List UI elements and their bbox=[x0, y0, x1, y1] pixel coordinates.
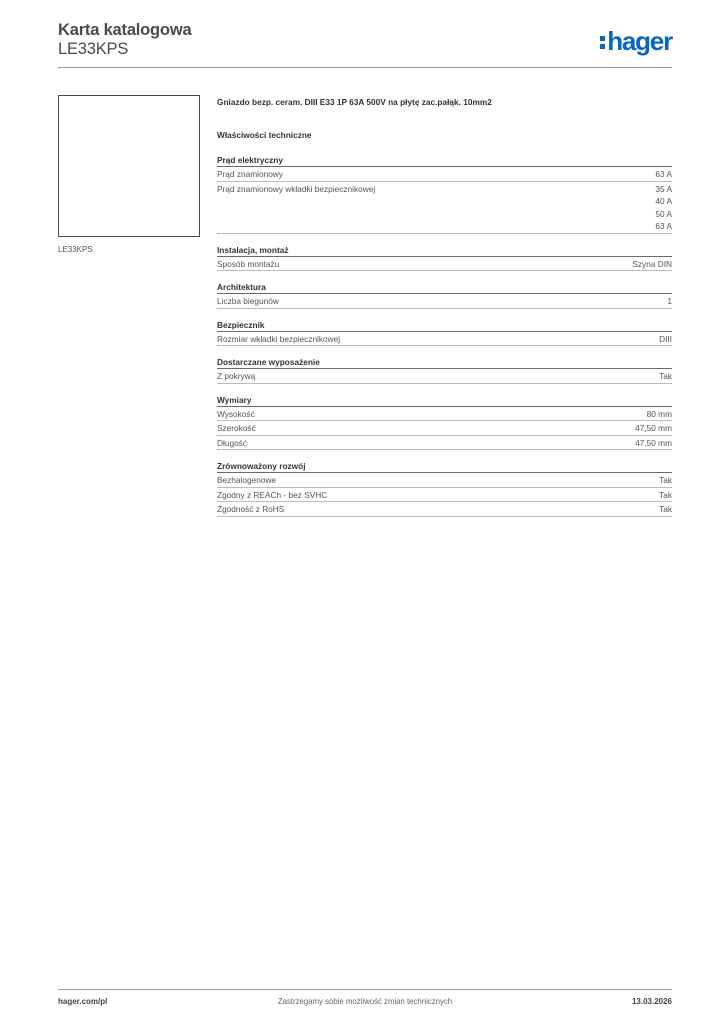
spec-value bbox=[659, 489, 672, 502]
footer-divider bbox=[58, 989, 672, 990]
spec-value bbox=[659, 333, 672, 346]
spec-label: Zgodny z REACh - bez SVHC bbox=[217, 489, 328, 500]
spec-label: Z pokrywą bbox=[217, 371, 256, 381]
section-title: Bezpiecznik bbox=[217, 319, 672, 332]
spec-row bbox=[217, 182, 672, 234]
spec-row bbox=[217, 257, 672, 272]
spec-value bbox=[667, 295, 672, 308]
spec-value-line: 80 mm bbox=[646, 408, 672, 419]
section-title: Zrównoważony rozwój bbox=[217, 460, 672, 473]
spec-row bbox=[217, 436, 672, 451]
logo-dots-icon bbox=[600, 36, 605, 49]
spec-value bbox=[632, 258, 672, 271]
spec-value-line: Szyna DIN bbox=[632, 258, 672, 269]
spec-section bbox=[217, 394, 672, 451]
header-divider bbox=[58, 67, 672, 68]
spec-value-line: 47,50 mm bbox=[635, 437, 672, 448]
spec-value bbox=[659, 503, 672, 516]
spec-value-line: 47,50 mm bbox=[635, 423, 672, 433]
spec-value-line: 40 A bbox=[655, 196, 672, 206]
spec-label: Zgodność z RoHS bbox=[217, 504, 285, 514]
spec-value-line: Tak bbox=[659, 489, 672, 500]
spec-value bbox=[635, 422, 672, 435]
product-image-placeholder bbox=[58, 95, 200, 237]
spec-row bbox=[217, 488, 672, 503]
product-code: LE33KPS bbox=[58, 40, 129, 58]
spec-label: Prąd znamionowy wkładki bezpiecznikowej bbox=[217, 183, 376, 194]
spec-value bbox=[647, 408, 672, 421]
spec-section bbox=[217, 356, 672, 384]
spec-section bbox=[217, 319, 672, 347]
spec-label: Rozmiar wkładki bezpiecznikowej bbox=[217, 333, 341, 344]
section-title: Architektura bbox=[217, 281, 672, 294]
spec-label: Bezhalogenowe bbox=[217, 475, 277, 485]
section-title: Wymiary bbox=[217, 394, 672, 407]
hager-logo bbox=[600, 28, 672, 54]
section-title: Instalacja, montaż bbox=[217, 244, 672, 257]
footer-website: hager.com/pl bbox=[58, 997, 108, 1006]
spec-value bbox=[655, 183, 672, 233]
spec-label: Wysokość bbox=[217, 408, 255, 419]
spec-row bbox=[217, 502, 672, 517]
spec-label: Długość bbox=[217, 437, 247, 448]
footer-notice: Zastrzegamy sobie możliwość zmian technicznych bbox=[277, 997, 453, 1006]
spec-label: Prąd znamionowy bbox=[217, 169, 283, 179]
spec-row bbox=[217, 473, 672, 488]
spec-value-line: 1 bbox=[667, 296, 672, 306]
spec-row bbox=[217, 369, 672, 384]
spec-value bbox=[635, 437, 672, 450]
spec-value-line: Tak bbox=[659, 504, 672, 514]
spec-row bbox=[217, 332, 672, 347]
spec-row bbox=[217, 421, 672, 436]
spec-value-line: Tak bbox=[659, 475, 672, 485]
spec-row bbox=[217, 407, 672, 422]
spec-sections bbox=[217, 154, 672, 517]
spec-value-line: 50 A bbox=[655, 208, 672, 219]
spec-label: Liczba biegunów bbox=[217, 296, 279, 306]
product-image-caption: LE33KPS bbox=[58, 245, 93, 254]
section-title: Dostarczane wyposażenie bbox=[217, 356, 672, 369]
spec-value bbox=[659, 474, 672, 487]
spec-value-line: DIII bbox=[659, 333, 672, 344]
product-description: Gniazdo bezp. ceram. DIII E33 1P 63A 500V na płytę zac.pałąk. 10mm2 bbox=[217, 97, 492, 107]
spec-label: Sposób montażu bbox=[217, 258, 280, 269]
spec-value-line: Tak bbox=[659, 371, 672, 381]
page-header bbox=[58, 20, 672, 68]
spec-value-line: 63 A bbox=[655, 221, 672, 231]
spec-value-line: 35 A bbox=[655, 183, 672, 194]
spec-section bbox=[217, 460, 672, 517]
spec-label: Szerokość bbox=[217, 423, 256, 433]
spec-section bbox=[217, 154, 672, 234]
properties-heading: Właściwości techniczne bbox=[217, 130, 312, 140]
spec-section bbox=[217, 244, 672, 272]
section-title: Prąd elektryczny bbox=[217, 154, 672, 167]
footer-date: 13.03.2026 bbox=[631, 997, 672, 1006]
spec-section bbox=[217, 281, 672, 309]
spec-value bbox=[655, 168, 672, 181]
logo-text: hager bbox=[607, 26, 672, 56]
document-title: Karta katalogowa bbox=[58, 21, 192, 39]
spec-row bbox=[217, 294, 672, 309]
spec-value-line: 63 A bbox=[655, 169, 672, 179]
spec-value bbox=[659, 370, 672, 383]
spec-row bbox=[217, 167, 672, 182]
spec-content bbox=[217, 97, 672, 517]
